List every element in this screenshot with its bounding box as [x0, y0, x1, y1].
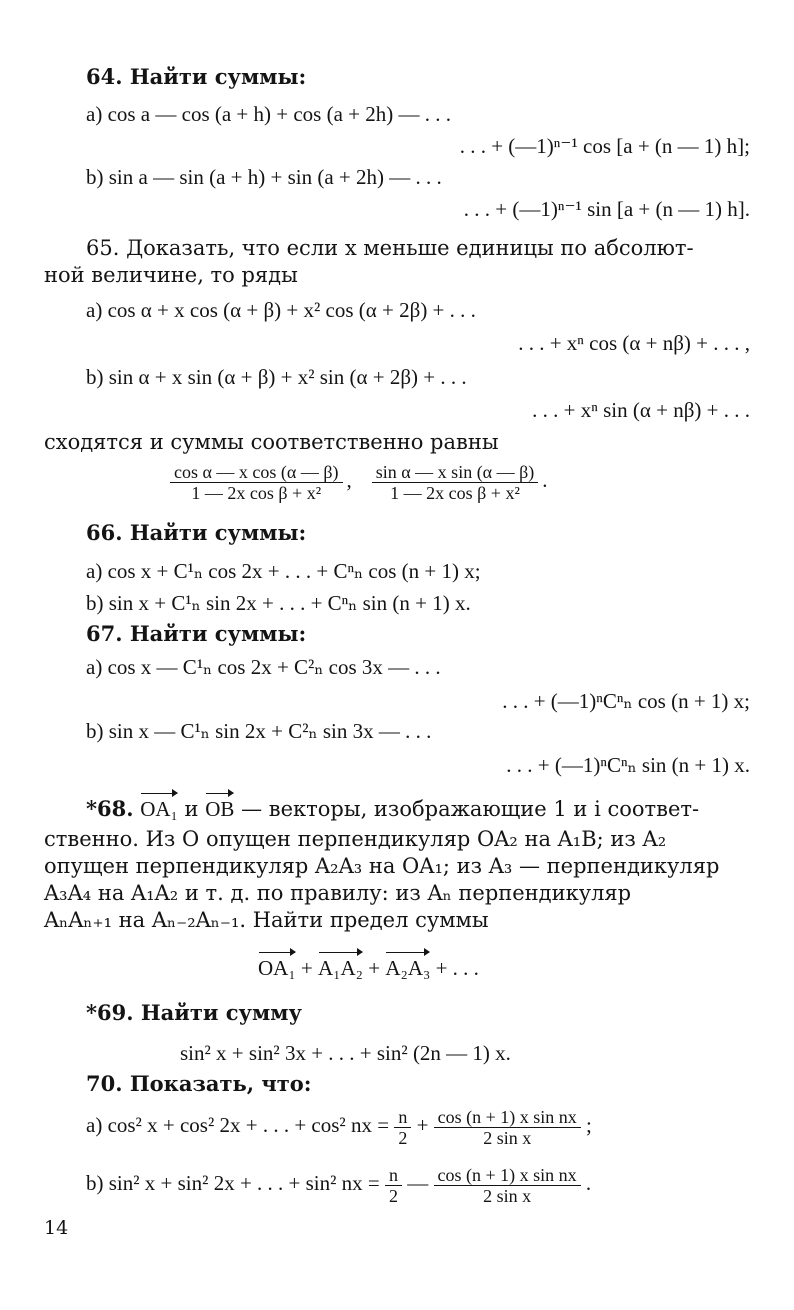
problem-64-b-line1: b) sin a — sin (a + h) + sin (a + 2h) — . . . [86, 165, 442, 189]
vector-sum-term-2: A₁A₂ [318, 956, 363, 980]
fraction-n-over-2-a [394, 1107, 411, 1148]
problem-68-line3: опущен перпендикуляр A₂A₃ на OA₁; из A₃ — перпендикуляр [44, 854, 720, 878]
fraction-n-over-2-b-numerator: n [385, 1165, 402, 1186]
problem-68-line2: ственно. Из O опущен перпендикуляр OA₂ на A₁B; из A₂ [44, 827, 667, 851]
fraction-70-a-numerator: cos (n + 1) x sin nx [434, 1107, 581, 1128]
fraction-n-over-2-a-numerator: n [394, 1107, 411, 1128]
problem-65-a-line1: a) cos α + x cos (α + β) + x² cos (α + 2β) + . . . [86, 298, 476, 322]
conjunction-and: и [177, 797, 206, 821]
fraction-cos [170, 462, 343, 503]
fraction-sin-numerator: sin α — x sin (α — β) [372, 462, 539, 483]
fraction-sin [372, 462, 539, 503]
fraction-separator: , [346, 468, 352, 492]
problem-70-a-end: ; [580, 1113, 592, 1137]
problem-70-b-lhs: b) sin² x + sin² 2x + . . . + sin² nx = [86, 1171, 386, 1195]
fraction-70-a-denominator: 2 sin x [483, 1127, 532, 1148]
vector-sum [258, 955, 479, 981]
fraction-n-over-2-b [385, 1165, 402, 1206]
problem-65-line2: ной величине, то ряды [44, 263, 298, 287]
fraction-70-a [434, 1107, 581, 1148]
problem-65-b-line2: . . . + xⁿ sin (α + nβ) + . . . [532, 398, 750, 422]
fraction-70-b [434, 1165, 581, 1206]
problem-70-a-lhs: a) cos² x + cos² 2x + . . . + cos² nx = [86, 1113, 395, 1137]
fraction-sin-denominator: 1 — 2x cos β + x² [390, 482, 520, 503]
fraction-70-b-denominator: 2 sin x [483, 1185, 532, 1206]
problem-70-a-operator: + [411, 1113, 434, 1137]
fraction-end-period: . [542, 468, 548, 492]
problem-64-a-line1: a) cos a — cos (a + h) + cos (a + 2h) — . . . [86, 102, 452, 126]
problem-65-a-line2: . . . + xⁿ cos (α + nβ) + . . . , [518, 331, 750, 355]
problem-65-line1: 65. Доказать, что если x меньше единицы по абсолют- [86, 236, 694, 260]
vector-ob: OB [205, 797, 235, 821]
problem-70-heading: 70. Показать, что: [86, 1071, 312, 1096]
fraction-n-over-2-a-denominator: 2 [398, 1127, 408, 1148]
fraction-70-b-numerator: cos (n + 1) x sin nx [434, 1165, 581, 1186]
problem-67-heading: 67. Найти суммы: [86, 621, 307, 646]
problem-65-b-line1: b) sin α + x sin (α + β) + x² sin (α + 2β) + . . . [86, 365, 467, 389]
problem-68-line1 [86, 796, 699, 822]
problem-64-a-line2: . . . + (—1)ⁿ⁻¹ cos [a + (n — 1) h]; [459, 134, 750, 158]
problem-70-a [86, 1102, 592, 1148]
vector-sum-term-1: OA₁ [258, 956, 296, 980]
problem-67-b-line2: . . . + (—1)ⁿCⁿₙ sin (n + 1) x. [506, 753, 750, 777]
problem-65-fractions [170, 458, 548, 503]
vector-oa1: OA₁ [140, 797, 178, 821]
problem-67-a-line1: a) cos x — C¹ₙ cos 2x + C²ₙ cos 3x — . . . [86, 655, 441, 679]
problem-66-heading: 66. Найти суммы: [86, 520, 307, 545]
problem-67-a-line2: . . . + (—1)ⁿCⁿₙ cos (n + 1) x; [502, 689, 750, 713]
problem-64-heading: 64. Найти суммы: [86, 64, 307, 89]
problem-66-b: b) sin x + C¹ₙ sin 2x + . . . + Cⁿₙ sin (n + 1) x. [86, 591, 471, 615]
problem-69-heading: *69. Найти сумму [86, 1000, 302, 1025]
vector-sum-plus-2: + [362, 956, 386, 980]
fraction-cos-denominator: 1 — 2x cos β + x² [191, 482, 322, 503]
problem-68-line5: AₙAₙ₊₁ на Aₙ₋₂Aₙ₋₁. Найти предел суммы [44, 908, 489, 932]
problem-64-b-line2: . . . + (—1)ⁿ⁻¹ sin [a + (n — 1) h]. [463, 197, 750, 221]
fraction-cos-numerator: cos α — x cos (α — β) [170, 462, 343, 483]
vector-sum-tail: + . . . [430, 956, 479, 980]
page-number: 14 [44, 1217, 69, 1239]
vector-sum-term-3: A₂A₃ [385, 956, 431, 980]
problem-67-b-line1: b) sin x — C¹ₙ sin 2x + C²ₙ sin 3x — . . . [86, 719, 432, 743]
problem-68-number: *68. [86, 796, 134, 821]
vector-sum-plus-1: + [295, 956, 318, 980]
fraction-n-over-2-b-denominator: 2 [389, 1185, 399, 1206]
problem-70-b [86, 1160, 591, 1206]
problem-68-line4: A₃A₄ на A₁A₂ и т. д. по правилу: из Aₙ перпендикуляр [44, 881, 632, 905]
problem-66-a: a) cos x + C¹ₙ cos 2x + . . . + Cⁿₙ cos (n + 1) x; [86, 559, 481, 583]
problem-68-line1-rest: — векторы, изображающие 1 и i соответ- [234, 797, 700, 821]
problem-69-expression: sin² x + sin² 3x + . . . + sin² (2n — 1) x. [180, 1041, 511, 1065]
problem-70-b-end: . [580, 1171, 592, 1195]
problem-65-line3: сходятся и суммы соответственно равны [44, 430, 499, 454]
problem-70-b-operator: — [402, 1171, 434, 1195]
